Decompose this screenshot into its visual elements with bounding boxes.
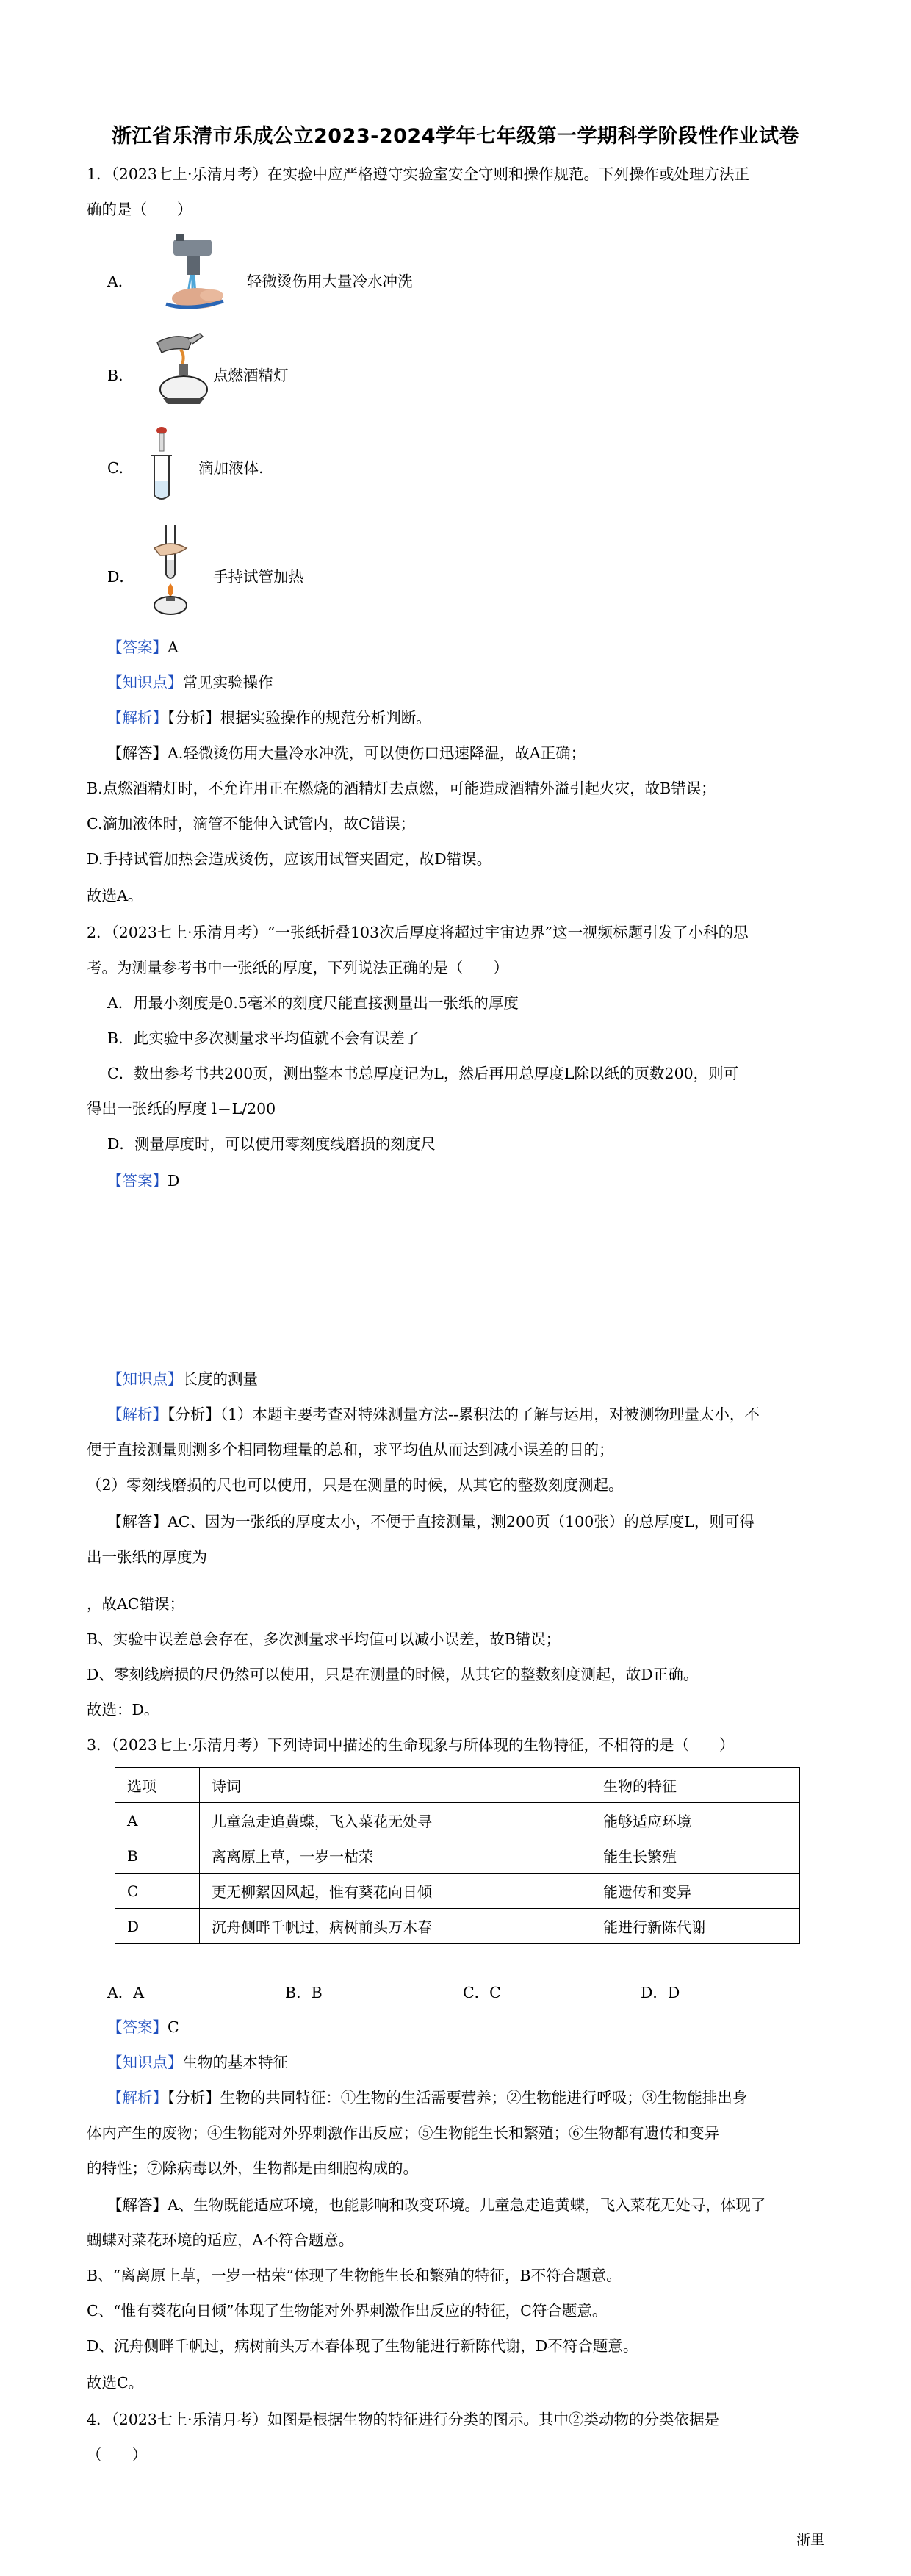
q2-option-c-line-1: C．数出参考书共200页，测出整本书总厚度记为L，然后再用总厚度L除以纸的页数200，则可 — [107, 1065, 739, 1082]
solution-tag: 【解答】 — [107, 744, 168, 762]
answer-value: C — [168, 2018, 179, 2036]
q2-option-d: D．测量厚度时，可以使用零刻度线磨损的刻度尺 — [107, 1135, 436, 1153]
solution-text: A.轻微烫伤用大量冷水冲洗，可以使伤口迅速降温，故A正确； — [168, 744, 586, 762]
q2-solution-line-2: 出一张纸的厚度为 — [87, 1548, 207, 1566]
knowledge-tag: 【知识点】 — [107, 674, 183, 691]
knowledge-value: 生物的基本特征 — [182, 2054, 288, 2071]
table-header-cell: 诗词 — [200, 1768, 591, 1803]
table-cell: A — [115, 1803, 200, 1838]
q1-option-c-label: C． — [107, 459, 134, 477]
page-footer: 浙里 — [796, 2532, 824, 2548]
q3-solution-line-5: D、沉舟侧畔千帆过，病树前头万木春体现了生物能进行新陈代谢，D不符合题意。 — [87, 2337, 638, 2355]
q2-solution-line-6: 故选：D。 — [87, 1701, 159, 1719]
q2-option-b: B．此实验中多次测量求平均值就不会有误差了 — [107, 1029, 420, 1047]
q2-stem-line-2: 考。为测量参考书中一张纸的厚度，下列说法正确的是（ ） — [87, 959, 508, 976]
table-row — [115, 1838, 800, 1874]
q1-solution-line-5: 故选A。 — [87, 887, 143, 904]
answer-value: D — [168, 1172, 180, 1190]
knowledge-tag: 【知识点】 — [107, 1370, 183, 1388]
q3-solution-line-2: 蝴蝶对菜花环境的适应，A不符合题意。 — [87, 2231, 354, 2249]
table-cell: 能生长繁殖 — [591, 1838, 800, 1874]
table-cell: C — [115, 1874, 200, 1909]
dropper-tube-icon — [144, 426, 179, 503]
q3-table — [115, 1767, 800, 1944]
table-cell: 能够适应环境 — [591, 1803, 800, 1838]
q2-analysis-line-2: 便于直接测量则测多个相同物理量的总和，求平均值从而达到减小误差的目的； — [87, 1441, 614, 1458]
q3-knowledge-point — [107, 2051, 288, 2073]
q3-solution-line-6: 故选C。 — [87, 2374, 144, 2392]
q1-analysis — [107, 707, 431, 729]
q3-analysis-line-3: 的特性；⑦除病毒以外，生物都是由细胞构成的。 — [87, 2159, 418, 2177]
q1-option-a-label: A． — [107, 273, 134, 290]
table-cell: 儿童急走追黄蝶，飞入菜花无处寻 — [200, 1803, 591, 1838]
q4-stem-line-2: （ ） — [87, 2446, 147, 2464]
q1-option-b-text: 点燃酒精灯 — [213, 367, 289, 384]
table-cell: 更无柳絮因风起，惟有葵花向日倾 — [200, 1874, 591, 1909]
q2-option-a: A．用最小刻度是0.5毫米的刻度尺能直接测量出一张纸的厚度 — [107, 994, 519, 1012]
q1-option-d-text: 手持试管加热 — [213, 568, 303, 586]
q3-solution-line-4: C、“惟有葵花向日倾”体现了生物能对外界刺激作出反应的特征，C符合题意。 — [87, 2302, 608, 2320]
analysis-text: 【分析】根据实验操作的规范分析判断。 — [168, 709, 431, 727]
q2-solution-line-5: D、零刻线磨损的尺仍然可以使用，只是在测量的时候，从其它的整数刻度测起，故D正确。 — [87, 1666, 699, 1683]
q1-solution-line-3: C.滴加液体时，滴管不能伸入试管内，故C错误； — [87, 815, 416, 832]
q1-solution-line-1 — [107, 742, 586, 764]
answer-tag: 【答案】 — [107, 638, 168, 656]
analysis-tag: 【解析】 — [107, 709, 168, 727]
q1-answer — [107, 636, 179, 658]
answer-tag: 【答案】 — [107, 1172, 168, 1190]
q1-knowledge-point — [107, 672, 273, 694]
table-cell: 能遗传和变异 — [591, 1874, 800, 1909]
q3-analysis-line-2: 体内产生的废物；④生物能对外界刺激作出反应；⑤生物能生长和繁殖；⑥生物都有遗传和变异 — [87, 2124, 719, 2142]
knowledge-tag: 【知识点】 — [107, 2054, 183, 2071]
q3-stem: 3．（2023七上·乐清月考）下列诗词中描述的生命现象与所体现的生物特征，不相符的是（ ） — [87, 1736, 735, 1754]
answer-tag: 【答案】 — [107, 2018, 168, 2036]
q1-option-c-text: 滴加液体. — [198, 459, 264, 477]
table-cell: 沉舟侧畔千帆过，病树前头万木春 — [200, 1909, 591, 1944]
table-header-cell: 选项 — [115, 1768, 200, 1803]
table-row — [115, 1803, 800, 1838]
q2-analysis-line-1 — [107, 1403, 760, 1425]
test-tube-heating-icon — [144, 523, 197, 617]
knowledge-value: 长度的测量 — [182, 1370, 258, 1388]
q3-choice-b: B．B — [285, 1984, 323, 2001]
q2-solution-line-3: ，故AC错误； — [87, 1595, 184, 1613]
table-cell: 能进行新陈代谢 — [591, 1909, 800, 1944]
q2-option-c-line-2: 得出一张纸的厚度 l＝L/200 — [87, 1100, 276, 1118]
q2-knowledge-point — [107, 1368, 258, 1390]
q1-option-d-label: D． — [107, 568, 134, 586]
q2-analysis-line-3: （2）零刻线磨损的尺也可以使用，只是在测量的时候，从其它的整数刻度测起。 — [87, 1476, 624, 1494]
solution-text: AC、因为一张纸的厚度太小，不便于直接测量，测200页（100张）的总厚度L，则可得 — [168, 1513, 755, 1530]
table-header-cell: 生物的特征 — [591, 1768, 800, 1803]
q1-stem-line-1: 1．（2023七上·乐清月考）在实验中应严格遵守实验室安全守则和操作规范。下列操作或处理方法正 — [87, 165, 749, 183]
q3-choice-c: C．C — [463, 1984, 501, 2001]
analysis-tag: 【解析】 — [107, 1406, 168, 1423]
q4-stem-line-1: 4．（2023七上·乐清月考）如图是根据生物的特征进行分类的图示。其中②类动物的分类依据是 — [87, 2411, 719, 2428]
q3-solution-line-3: B、“离离原上草，一岁一枯荣”体现了生物能生长和繁殖的特征，B不符合题意。 — [87, 2267, 622, 2284]
q3-solution-line-1 — [107, 2194, 766, 2216]
table-row — [115, 1874, 800, 1909]
table-header-row — [115, 1768, 800, 1803]
page-title: 浙江省乐清市乐成公立2023-2024学年七年级第一学期科学阶段性作业试卷 — [112, 125, 799, 148]
q1-solution-line-2: B.点燃酒精灯时，不允许用正在燃烧的酒精灯去点燃，可能造成酒精外溢引起火灾，故B错误； — [87, 780, 716, 797]
analysis-text: 【分析】生物的共同特征：①生物的生活需要营养；②生物能进行呼吸；③生物能排出身 — [168, 2089, 748, 2107]
q2-answer — [107, 1170, 179, 1192]
table-cell: 离离原上草，一岁一枯荣 — [200, 1838, 591, 1874]
q3-choice-d: D．D — [641, 1984, 680, 2001]
solution-tag: 【解答】 — [107, 2196, 168, 2214]
q3-analysis-line-1 — [107, 2087, 747, 2109]
solution-text: A、生物既能适应环境，也能影响和改变环境。儿童急走追黄蝶，飞入菜花无处寻，体现了 — [168, 2196, 766, 2214]
q1-option-b-label: B． — [107, 367, 134, 384]
table-row — [115, 1909, 800, 1944]
q2-solution-line-1 — [107, 1511, 755, 1533]
q1-solution-line-4: D.手持试管加热会造成烫伤，应该用试管夹固定，故D错误。 — [87, 850, 492, 868]
alcohol-lamp-icon — [147, 328, 220, 406]
knowledge-value: 常见实验操作 — [182, 674, 273, 691]
q3-answer — [107, 2016, 179, 2038]
q3-choice-a: A．A — [107, 1984, 145, 2001]
q1-stem-line-2: 确的是（ ） — [87, 201, 192, 218]
faucet-burn-icon — [144, 234, 241, 314]
q1-option-a-text: 轻微烫伤用大量冷水冲洗 — [247, 273, 413, 290]
table-cell: B — [115, 1838, 200, 1874]
solution-tag: 【解答】 — [107, 1513, 168, 1530]
analysis-tag: 【解析】 — [107, 2089, 168, 2107]
analysis-text: 【分析】（1）本题主要考查对特殊测量方法--累积法的了解与运用，对被测物理量太小，不 — [168, 1406, 760, 1423]
q2-stem-line-1: 2．（2023七上·乐清月考）“一张纸折叠103次后厚度将超过宇宙边界”这一视频标题引发了小科的思 — [87, 924, 749, 941]
q2-solution-line-4: B、实验中误差总会存在，多次测量求平均值可以减小误差，故B错误； — [87, 1630, 561, 1648]
answer-value: A — [168, 638, 179, 656]
table-cell: D — [115, 1909, 200, 1944]
